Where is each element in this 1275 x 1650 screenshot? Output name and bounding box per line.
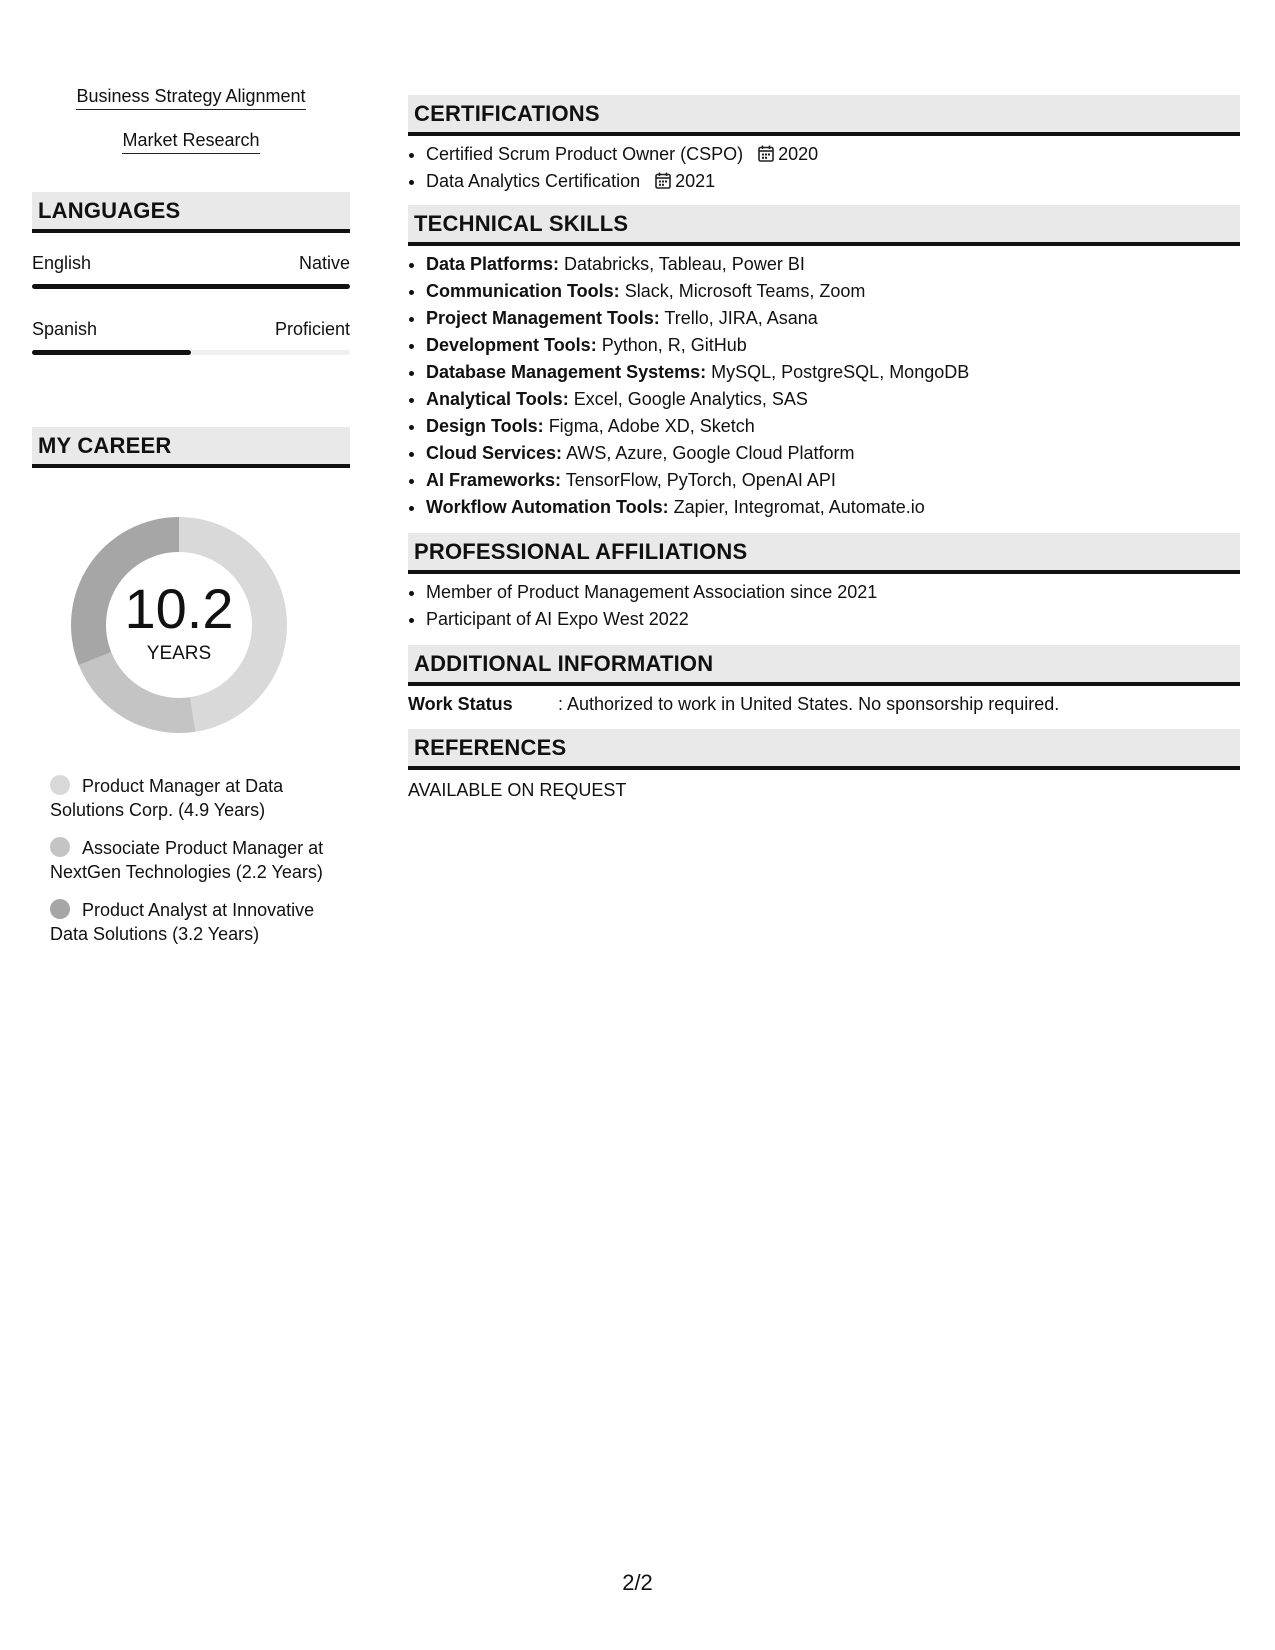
calendar-icon bbox=[758, 145, 774, 162]
technical-skills-heading: TECHNICAL SKILLS bbox=[408, 205, 1240, 246]
affiliations-list bbox=[408, 579, 1240, 633]
skill-tag: Market Research bbox=[32, 130, 350, 154]
references-heading: REFERENCES bbox=[408, 729, 1240, 770]
languages-heading: LANGUAGES bbox=[32, 192, 350, 233]
language-name: Spanish bbox=[32, 319, 98, 339]
affiliations-heading: PROFESSIONAL AFFILIATIONS bbox=[408, 533, 1240, 574]
career-heading: MY CAREER bbox=[32, 427, 350, 468]
language-level: Native bbox=[298, 253, 350, 273]
certification-item: • Data Analytics Certification 2021 bbox=[426, 168, 1240, 195]
career-legend-item: Product Analyst at Innovative Data Solutions (3.2 Years) bbox=[50, 900, 315, 944]
page-number: 2/2 bbox=[622, 1570, 653, 1595]
skill-item: • Cloud Services: AWS, Azure, Google Cloud Platform bbox=[426, 440, 1240, 467]
calendar-icon bbox=[655, 172, 671, 189]
career-legend bbox=[32, 774, 350, 946]
work-status-row bbox=[408, 694, 1240, 715]
language-level: Proficient bbox=[274, 319, 350, 339]
work-status-label: Work Status bbox=[408, 694, 513, 714]
affiliation-item: • Participant of AI Expo West 2022 bbox=[426, 606, 1240, 633]
references-text: AVAILABLE ON REQUEST bbox=[408, 780, 627, 800]
career-donut bbox=[64, 510, 294, 740]
career-total-years: 10.2 bbox=[124, 577, 234, 640]
language-spanish bbox=[32, 319, 350, 355]
work-status-value: : Authorized to work in United States. No sponsorship required. bbox=[558, 694, 1060, 714]
affiliation-item: • Member of Product Management Association since 2021 bbox=[426, 579, 1240, 606]
legend-dot-icon bbox=[50, 899, 70, 919]
language-name: English bbox=[32, 253, 92, 273]
certifications-list bbox=[408, 141, 1240, 195]
language-level-bar bbox=[32, 350, 350, 355]
skill-item: • Design Tools: Figma, Adobe XD, Sketch bbox=[426, 413, 1240, 440]
language-level-fill bbox=[32, 350, 191, 355]
skill-tag: Business Strategy Alignment bbox=[32, 86, 350, 110]
left-column bbox=[32, 86, 350, 960]
technical-skills-list bbox=[408, 251, 1240, 521]
skill-item: • Analytical Tools: Excel, Google Analytics, SAS bbox=[426, 386, 1240, 413]
skill-item: • AI Frameworks: TensorFlow, PyTorch, OpenAI API bbox=[426, 467, 1240, 494]
career-total-unit: YEARS bbox=[146, 643, 212, 664]
language-english bbox=[32, 253, 350, 289]
skill-item: • Workflow Automation Tools: Zapier, Integromat, Automate.io bbox=[426, 494, 1240, 521]
language-level-bar bbox=[32, 284, 350, 289]
career-legend-item: Product Manager at Data Solutions Corp. (4.9 Years) bbox=[50, 776, 284, 820]
skill-item: • Development Tools: Python, R, GitHub bbox=[426, 332, 1240, 359]
skill-item: • Communication Tools: Slack, Microsoft Teams, Zoom bbox=[426, 278, 1240, 305]
legend-dot-icon bbox=[50, 837, 70, 857]
skill-item: • Database Management Systems: MySQL, PostgreSQL, MongoDB bbox=[426, 359, 1240, 386]
certifications-heading: CERTIFICATIONS bbox=[408, 95, 1240, 136]
skill-item: • Data Platforms: Databricks, Tableau, Power BI bbox=[426, 251, 1240, 278]
career-legend-item: Associate Product Manager at NextGen Technologies (2.2 Years) bbox=[50, 838, 324, 882]
language-level-fill bbox=[32, 284, 350, 289]
legend-dot-icon bbox=[50, 775, 70, 795]
additional-info-heading: ADDITIONAL INFORMATION bbox=[408, 645, 1240, 686]
right-column bbox=[408, 95, 1240, 801]
skill-item: • Project Management Tools: Trello, JIRA, Asana bbox=[426, 305, 1240, 332]
certification-item: • Certified Scrum Product Owner (CSPO) 2020 bbox=[426, 141, 1240, 168]
